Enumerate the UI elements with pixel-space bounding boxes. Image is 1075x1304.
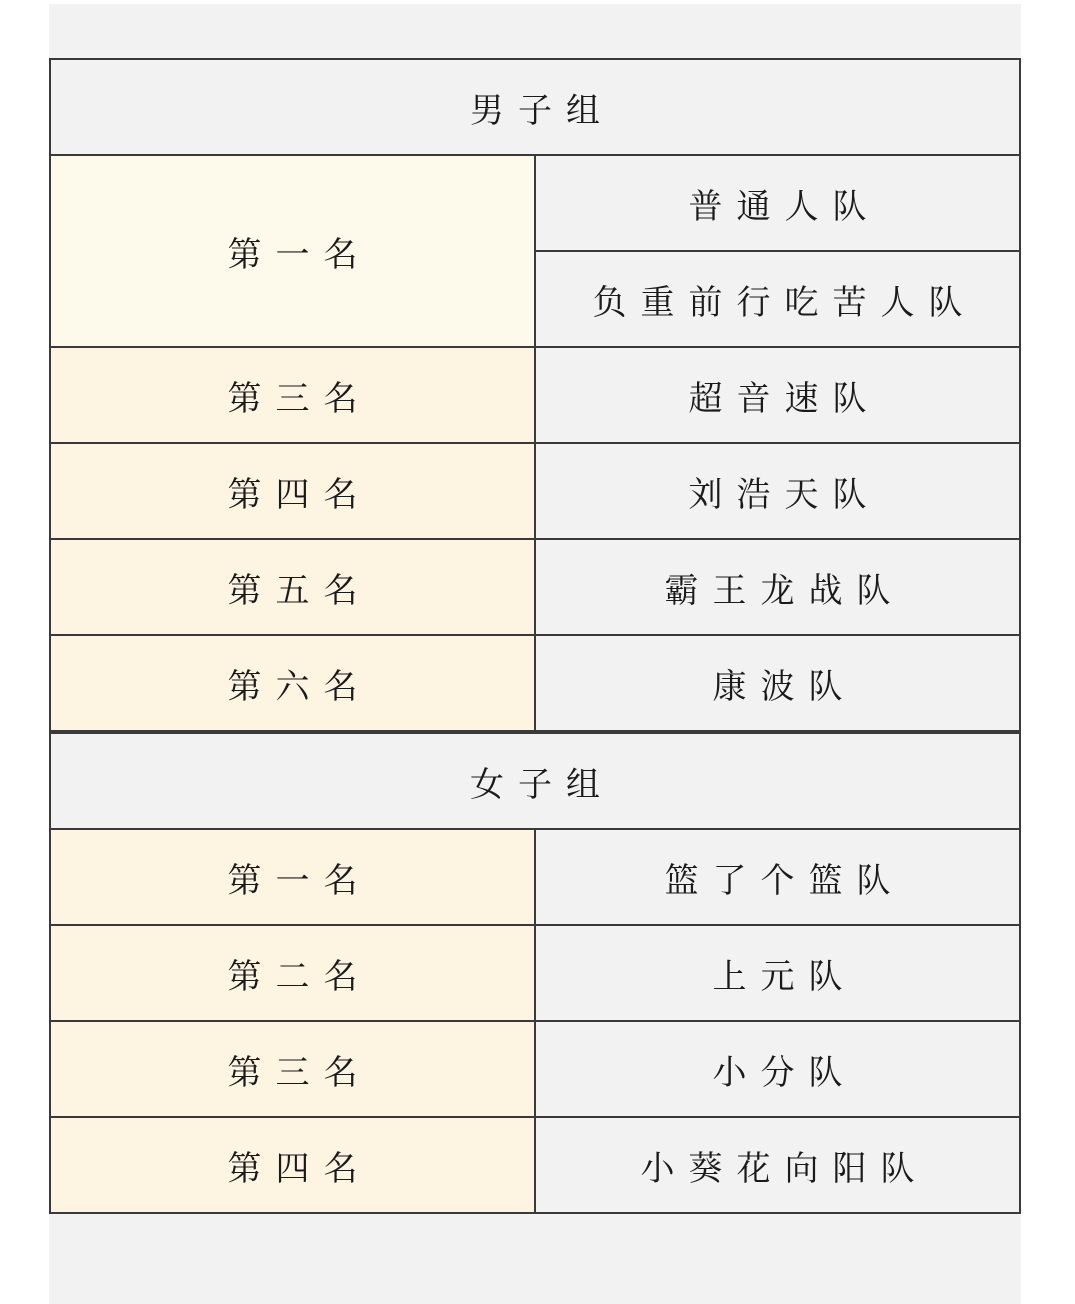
table-row (50, 635, 1020, 732)
team-cell: 普通人队 (535, 155, 1020, 251)
team-cell: 康波队 (535, 635, 1020, 732)
rank-cell: 第二名 (50, 925, 535, 1021)
group-header-row (50, 732, 1020, 829)
rank-cell: 第五名 (50, 539, 535, 635)
rank-cell: 第一名 (50, 829, 535, 925)
rank-cell: 第一名 (50, 155, 535, 347)
team-cell: 小葵花向阳队 (535, 1117, 1020, 1213)
team-cell: 霸王龙战队 (535, 539, 1020, 635)
table-row (50, 1021, 1020, 1117)
table-row (50, 829, 1020, 925)
table-row (50, 347, 1020, 443)
rank-cell: 第六名 (50, 635, 535, 732)
rank-cell: 第三名 (50, 347, 535, 443)
rank-cell: 第三名 (50, 1021, 535, 1117)
table-row (50, 1117, 1020, 1213)
table-row (50, 443, 1020, 539)
group-title-men: 男子组 (50, 59, 1020, 155)
table-row (50, 539, 1020, 635)
team-cell: 刘浩天队 (535, 443, 1020, 539)
table-row (50, 925, 1020, 1021)
results-table (49, 58, 1021, 1214)
team-cell: 负重前行吃苦人队 (535, 251, 1020, 347)
group-title-women: 女子组 (50, 732, 1020, 829)
team-cell: 超音速队 (535, 347, 1020, 443)
team-cell: 上元队 (535, 925, 1020, 1021)
rank-cell: 第四名 (50, 443, 535, 539)
table-row (50, 155, 1020, 251)
rank-cell: 第四名 (50, 1117, 535, 1213)
team-cell: 小分队 (535, 1021, 1020, 1117)
team-cell: 篮了个篮队 (535, 829, 1020, 925)
group-header-row (50, 59, 1020, 155)
